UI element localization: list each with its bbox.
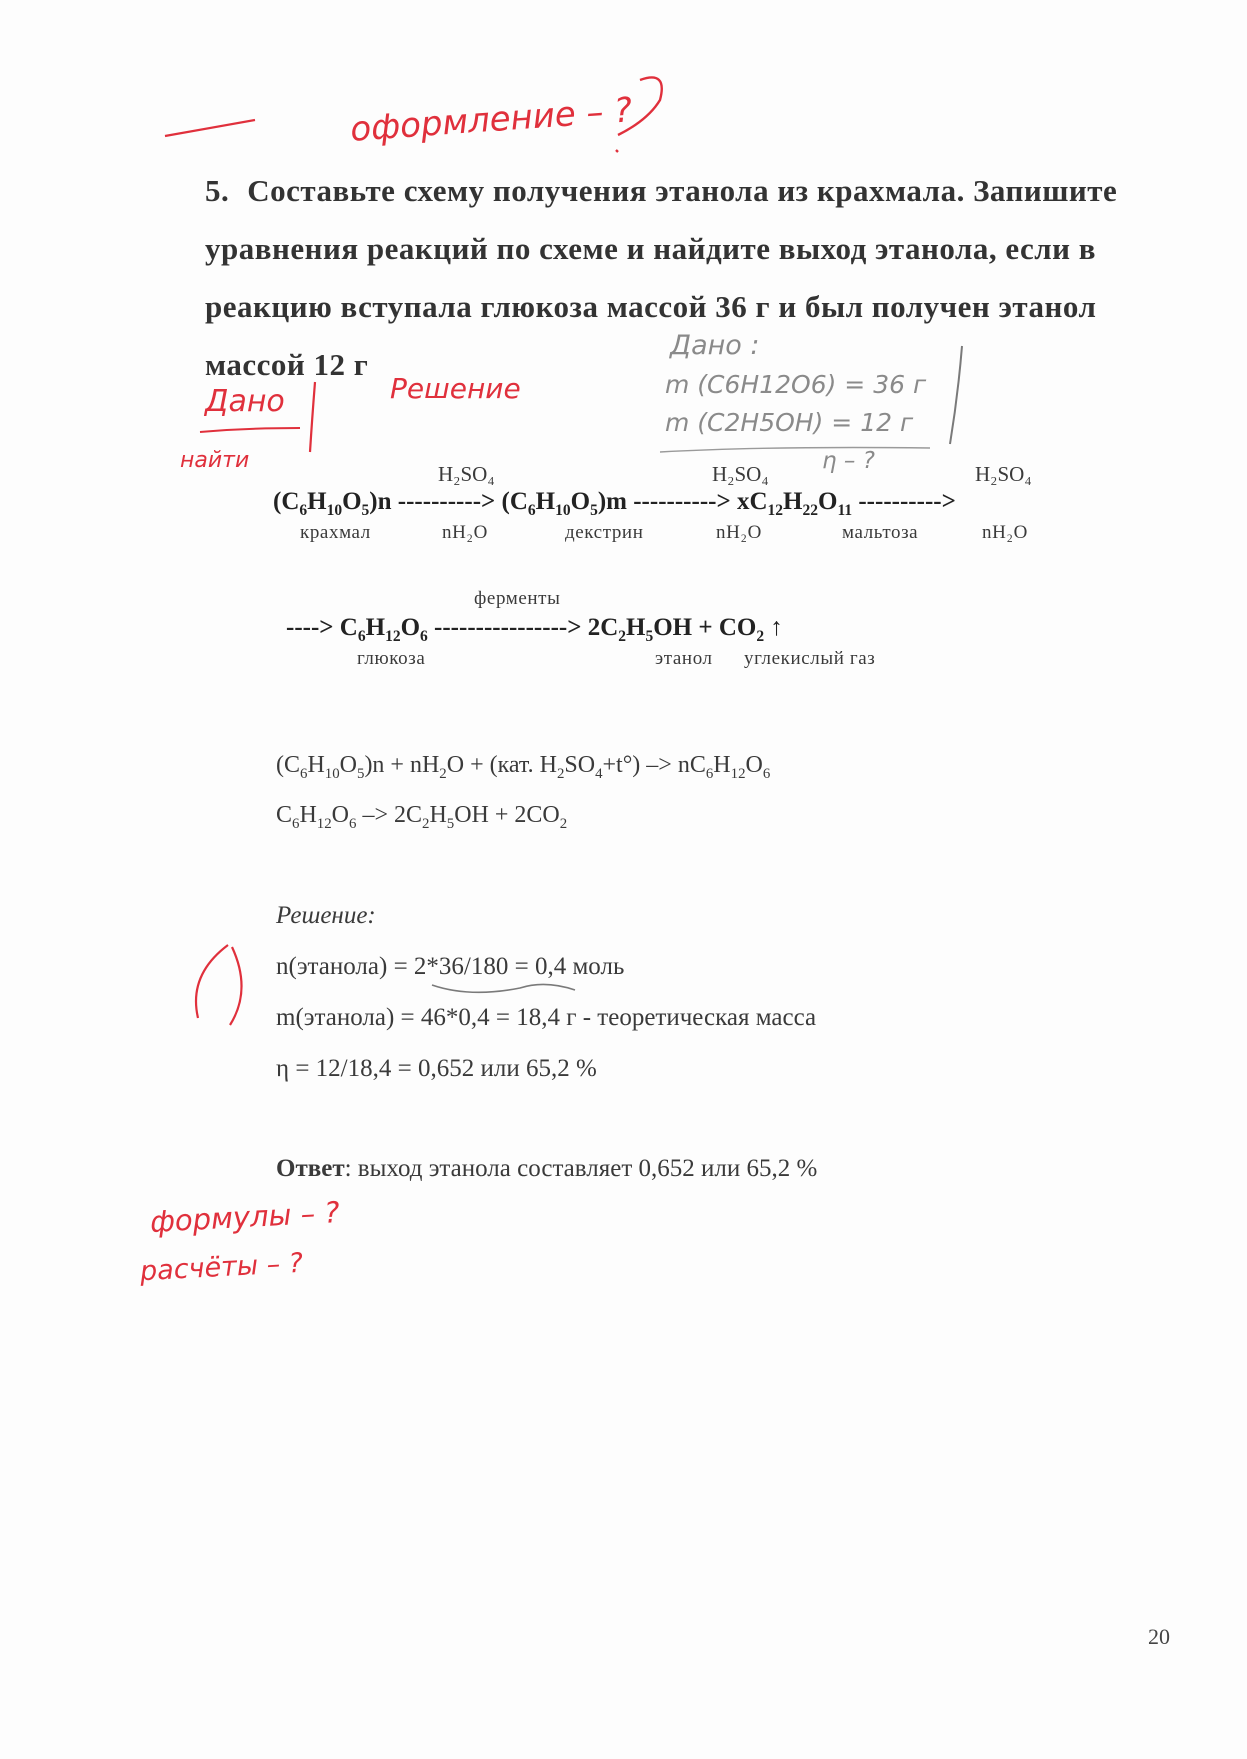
task-statement [205, 162, 1165, 394]
arrow-4: ----> [286, 614, 340, 641]
label-ethanol: этанол [655, 648, 713, 669]
handwritten-formulas-note: формулы – ? [149, 1195, 341, 1239]
solution-line-yield: η = 12/18,4 = 0,652 или 65,2 % [276, 1055, 597, 1082]
equation-hydrolysis: $(C_6H_{10}O_5)n + nH_2O + (кат$. $H_2SO_4+t^\circ) -> nC_6H_{12}O_6$ [276, 752, 771, 782]
label-maltose: мальтоза [842, 522, 919, 543]
scheme-row-2 [286, 614, 783, 645]
solution-line-mass: m(этанола) = 46*0,4 = 18,4 г - теоретическая масса [276, 1004, 817, 1031]
arrow-3: ----------> [858, 488, 956, 515]
handwritten-reshenie: Решение [390, 372, 521, 405]
label-glucose: глюкоза [357, 648, 426, 669]
handwritten-given-ethanol: m (C2H5OH) = 12 г [665, 408, 914, 437]
scheme-row-1 [273, 488, 956, 519]
arrow-2: ----------> [633, 488, 731, 515]
label-co2: углекислый газ [744, 648, 876, 669]
formula-glucose: $C_6H_{12}O_6$ [339, 614, 428, 645]
pencil-wave-underline [432, 984, 575, 992]
page-number: 20 [1148, 1624, 1170, 1649]
solution-heading: Решение: [276, 902, 376, 929]
label-starch: крахмал [300, 522, 371, 543]
arrow-1: ----------> [397, 488, 496, 515]
equation-fermentation: $C_6H_{12}O_6 -> 2C_2H_5OH + 2CO_2$ [276, 802, 568, 832]
label-water-1: nH₂O [442, 522, 488, 543]
red-dash-top [165, 120, 255, 136]
answer-label: Ответ [276, 1155, 345, 1182]
handwritten-formatting-note: оформление – ? [348, 90, 634, 150]
label-enzymes: ферменты [474, 588, 561, 609]
solution-line-moles: n(этанола) = 2*36/180 = 0,4 моль [276, 953, 625, 980]
task-text: Составьте схему получения этанола из крахмала. Запишите уравнения реакций по схеме и найдите выход этанола, если в реакцию вступала глюкоза массой 36 г и был получен этанол массой 12 г [205, 173, 1118, 382]
catalyst-1: H₂SO₄ [438, 462, 495, 486]
formula-starch: $(C_6H_{10}O_5)n$ [273, 488, 392, 519]
formula-products: $2C_2H_5OH + CO_2$ ↑ [587, 614, 783, 645]
label-water-2: nH₂O [716, 522, 762, 543]
arrow-5: ----------------> [434, 614, 588, 641]
handwritten-given-glucose: m (C6H12O6) = 36 г [665, 370, 927, 399]
label-water-3: nH₂O [982, 522, 1028, 543]
red-dano-underline [200, 428, 300, 432]
catalyst-3: H₂SO₄ [975, 462, 1032, 486]
handwritten-eta-question: η – ? [822, 448, 875, 474]
formula-dextrin: $(C_6H_{10}O_5)m$ [501, 488, 627, 519]
red-bracket [196, 945, 242, 1025]
handwritten-dano-right: Дано : [670, 330, 760, 361]
label-dextrin: декстрин [565, 522, 644, 543]
catalyst-2: H₂SO₄ [712, 462, 769, 486]
handwritten-dano-left: Дано [205, 384, 285, 419]
answer-text: : выход этанола составляет 0,652 или 65,2 % [344, 1155, 818, 1182]
handwritten-naiti: найти [180, 448, 250, 473]
pencil-underline-right [660, 448, 930, 453]
formula-maltose: $xC_{12}H_{22}O_{11}$ [736, 488, 853, 519]
answer [276, 1155, 817, 1183]
task-number: 5. [205, 173, 230, 208]
handwritten-calculations-note: расчёты – ? [139, 1247, 304, 1288]
